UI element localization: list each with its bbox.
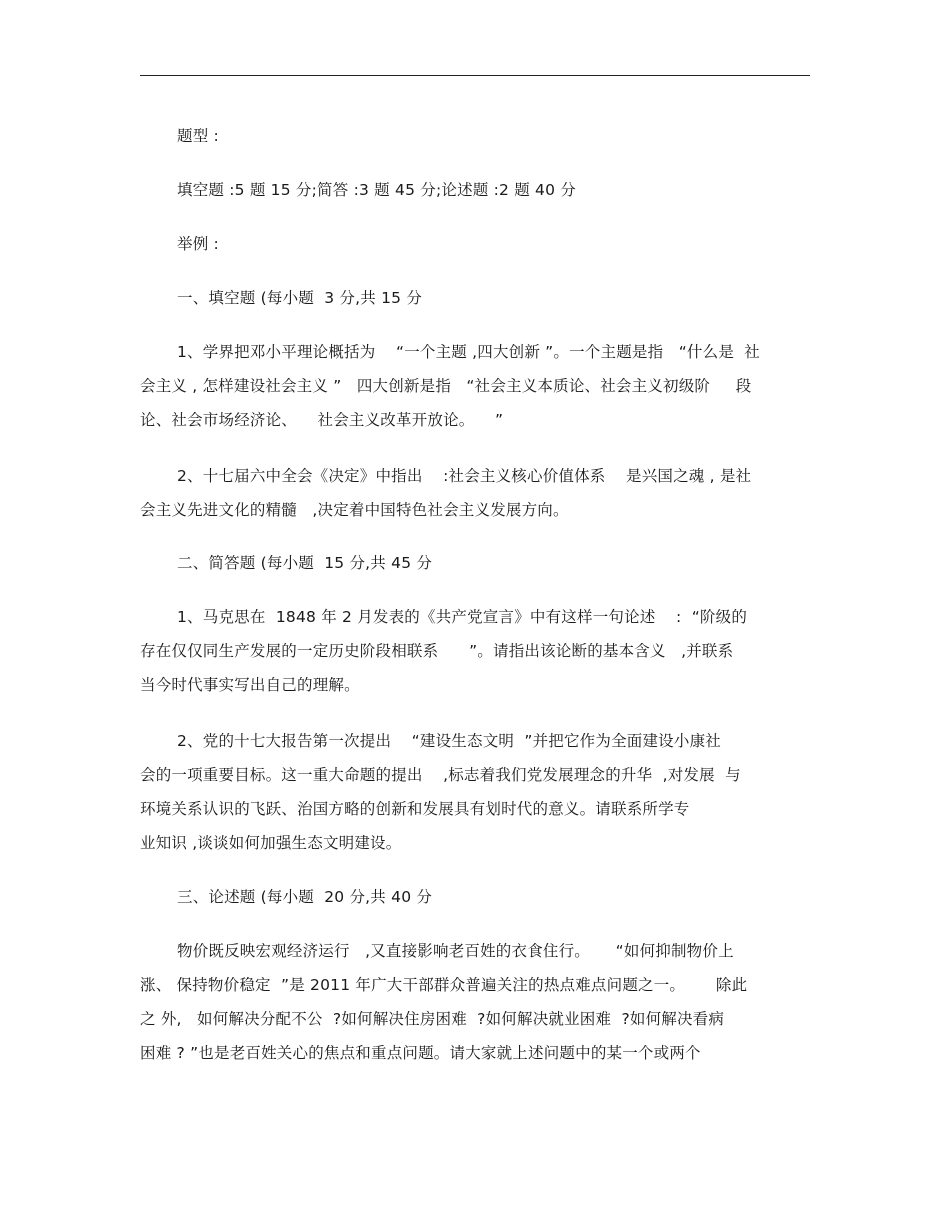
short-answer-q2-line3: 环境关系认识的飞跃、治国方略的创新和发展具有划时代的意义。请联系所学专 [140, 800, 690, 818]
short-answer-q2-line1: 2、党的十七大报告第一次提出 “建设生态文明 ”并把它作为全面建设小康社 [177, 732, 721, 750]
fill-blank-q1-line2: 会主义 , 怎样建设社会主义 ” 四大创新是指 “社会主义本质论、社会主义初级阶 段 [140, 377, 752, 395]
essay-q1-line3: 之 外, 如何解决分配不公 ?如何解决住房困难 ?如何解决就业困难 ?如何解决看病 [140, 1010, 725, 1028]
fill-blank-q1-line3: 论、社会市场经济论、 社会主义改革开放论。 ” [140, 411, 504, 429]
short-answer-q2-line2: 会的一项重要目标。这一重大命题的提出 ,标志着我们党发展理念的升华 ,对发展 与 [140, 766, 741, 784]
essay-q1-line4: 困难 ? ”也是老百姓关心的焦点和重点问题。请大家就上述问题中的某一个或两个 [140, 1044, 701, 1062]
section-fill-blank-heading: 一、填空题 (每小题 3 分,共 15 分 [177, 289, 423, 307]
exam-type-breakdown: 填空题 :5 题 15 分;简答 :3 题 45 分;论述题 :2 题 40 分 [177, 181, 576, 199]
short-answer-q1-line1: 1、马克思在 1848 年 2 月发表的《共产党宣言》中有这样一句论述 : “阶级的 [177, 608, 748, 626]
exam-type-label: 题型 : [177, 127, 219, 145]
header-rule [140, 75, 810, 76]
examples-label: 举例 : [177, 235, 219, 253]
fill-blank-q2-line2: 会主义先进文化的精髓 ,决定着中国特色社会主义发展方向。 [140, 501, 569, 519]
section-essay-heading: 三、论述题 (每小题 20 分,共 40 分 [177, 888, 433, 906]
short-answer-q1-line3: 当今时代事实写出自己的理解。 [140, 676, 360, 694]
fill-blank-q2-line1: 2、十七届六中全会《决定》中指出 :社会主义核心价值体系 是兴国之魂 , 是社 [177, 467, 752, 485]
short-answer-q1-line2: 存在仅仅同生产发展的一定历史阶段相联系 ”。请指出该论断的基本含义 ,并联系 [140, 642, 734, 660]
essay-q1-line1: 物价既反映宏观经济运行 ,又直接影响老百姓的衣食住行。 “如何抑制物价上 [177, 942, 734, 960]
short-answer-q2-line4: 业知识 ,谈谈如何加强生态文明建设。 [140, 834, 402, 852]
essay-q1-line2: 涨、 保持物价稳定 ”是 2011 年广大干部群众普遍关注的热点难点问题之一。 除此 [140, 976, 748, 994]
section-short-answer-heading: 二、简答题 (每小题 15 分,共 45 分 [177, 554, 433, 572]
fill-blank-q1-line1: 1、学界把邓小平理论概括为 “一个主题 ,四大创新 ”。一个主题是指 “什么是 社 [177, 343, 760, 361]
